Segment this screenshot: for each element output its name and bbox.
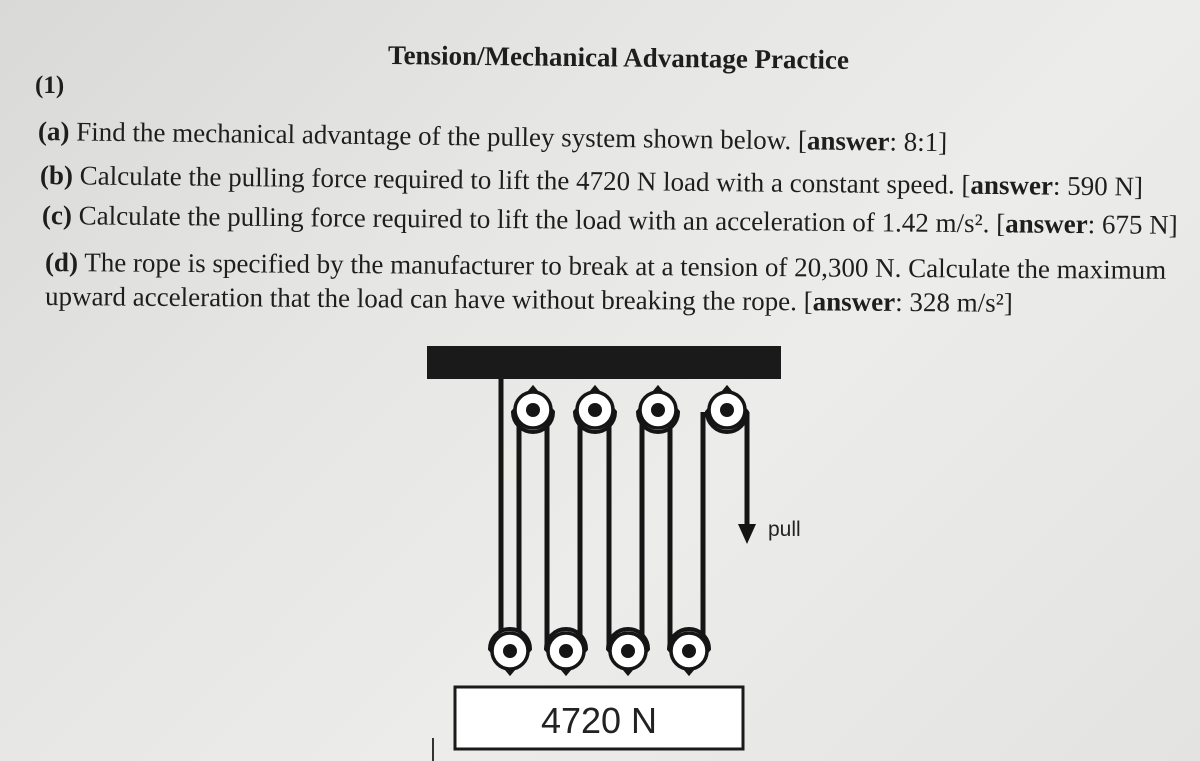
bottom-pulley-4	[669, 629, 709, 673]
question-b-text: Calculate the pulling force required to lift the 4720 N load with a constant speed. [	[72, 160, 971, 200]
worksheet-title: Tension/Mechanical Advantage Practice	[387, 40, 850, 75]
question-d-text-line2: upward acceleration that the load can have without breaking the rope. [	[44, 281, 813, 317]
question-c-answer-value: : 675 N]	[1087, 209, 1178, 240]
top-pulley-3	[638, 388, 678, 432]
question-b-prefix: (b)	[39, 160, 74, 191]
question-a-answer-value: : 8:1]	[889, 126, 948, 158]
question-d-answer-value: : 328 m/s²]	[895, 286, 1013, 318]
bottom-pulley-3	[608, 629, 648, 673]
top-pulley-1	[513, 388, 553, 432]
problem-number: (1)	[35, 72, 65, 99]
question-d-answer-label: answer	[812, 286, 896, 317]
question-c-prefix: (c)	[41, 200, 73, 231]
question-c-answer-label: answer	[1005, 208, 1088, 240]
question-a-text: Find the mechanical advantage of the pulley system shown below. [	[69, 116, 808, 156]
question-c-text: Calculate the pulling force required to lift the load with an acceleration of 1.42 m/s². [	[71, 200, 1006, 239]
ceiling-beam	[427, 346, 781, 379]
bottom-pulley-2	[546, 629, 586, 673]
question-b-answer-label: answer	[970, 169, 1054, 201]
bottom-pulley-1	[490, 629, 530, 673]
question-b-answer-value: : 590 N]	[1052, 170, 1144, 202]
question-a-answer-label: answer	[806, 125, 890, 157]
top-pulley-2	[575, 388, 615, 432]
pull-arrow-icon	[738, 524, 756, 544]
question-a-prefix: (a)	[37, 116, 70, 147]
question-d-text-line1: The rope is specified by the manufacturer to break at a tension of 20,300 N. Calculate the maximum	[77, 247, 1167, 285]
question-d-prefix: (d)	[44, 247, 79, 278]
pull-label: pull	[768, 518, 801, 541]
load-weight-label: 4720 N	[540, 700, 658, 741]
top-pulley-4	[707, 388, 747, 432]
